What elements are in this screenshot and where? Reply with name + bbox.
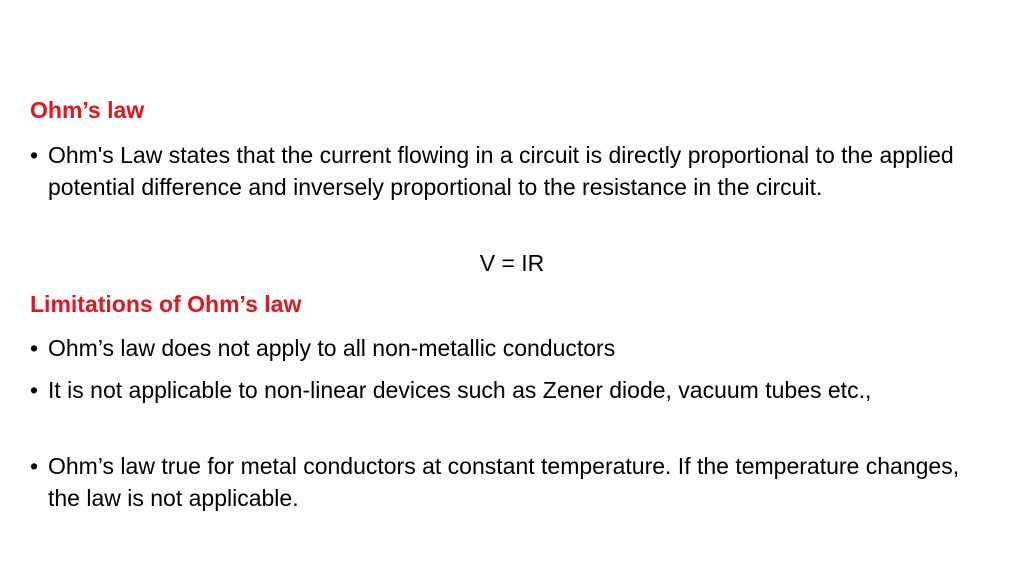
bullet-icon: • <box>30 377 39 403</box>
bullet-icon: • <box>30 453 39 479</box>
bullet-icon: • <box>30 335 39 361</box>
limitation-text: Ohm’s law true for metal conductors at constant temperature. If the temperature changes, the law is not applicable. <box>48 453 960 511</box>
ohms-law-heading: Ohm’s law <box>30 97 145 123</box>
limitation-item <box>30 332 990 364</box>
definition-text: Ohm's Law states that the current flowing in a circuit is directly proportional to the applied potential difference and inversely proportional to the resistance in the circuit. <box>48 142 954 200</box>
limitations-heading: Limitations of Ohm’s law <box>30 291 302 317</box>
limitation-item <box>30 374 990 406</box>
definition-bullet <box>30 139 990 203</box>
limitation-text: Ohm’s law does not apply to all non-metallic conductors <box>48 335 616 361</box>
limitation-item <box>30 450 990 514</box>
limitation-text: It is not applicable to non-linear devices such as Zener diode, vacuum tubes etc., <box>48 377 872 403</box>
ohms-law-formula: V = IR <box>479 250 545 276</box>
bullet-icon: • <box>30 142 39 168</box>
